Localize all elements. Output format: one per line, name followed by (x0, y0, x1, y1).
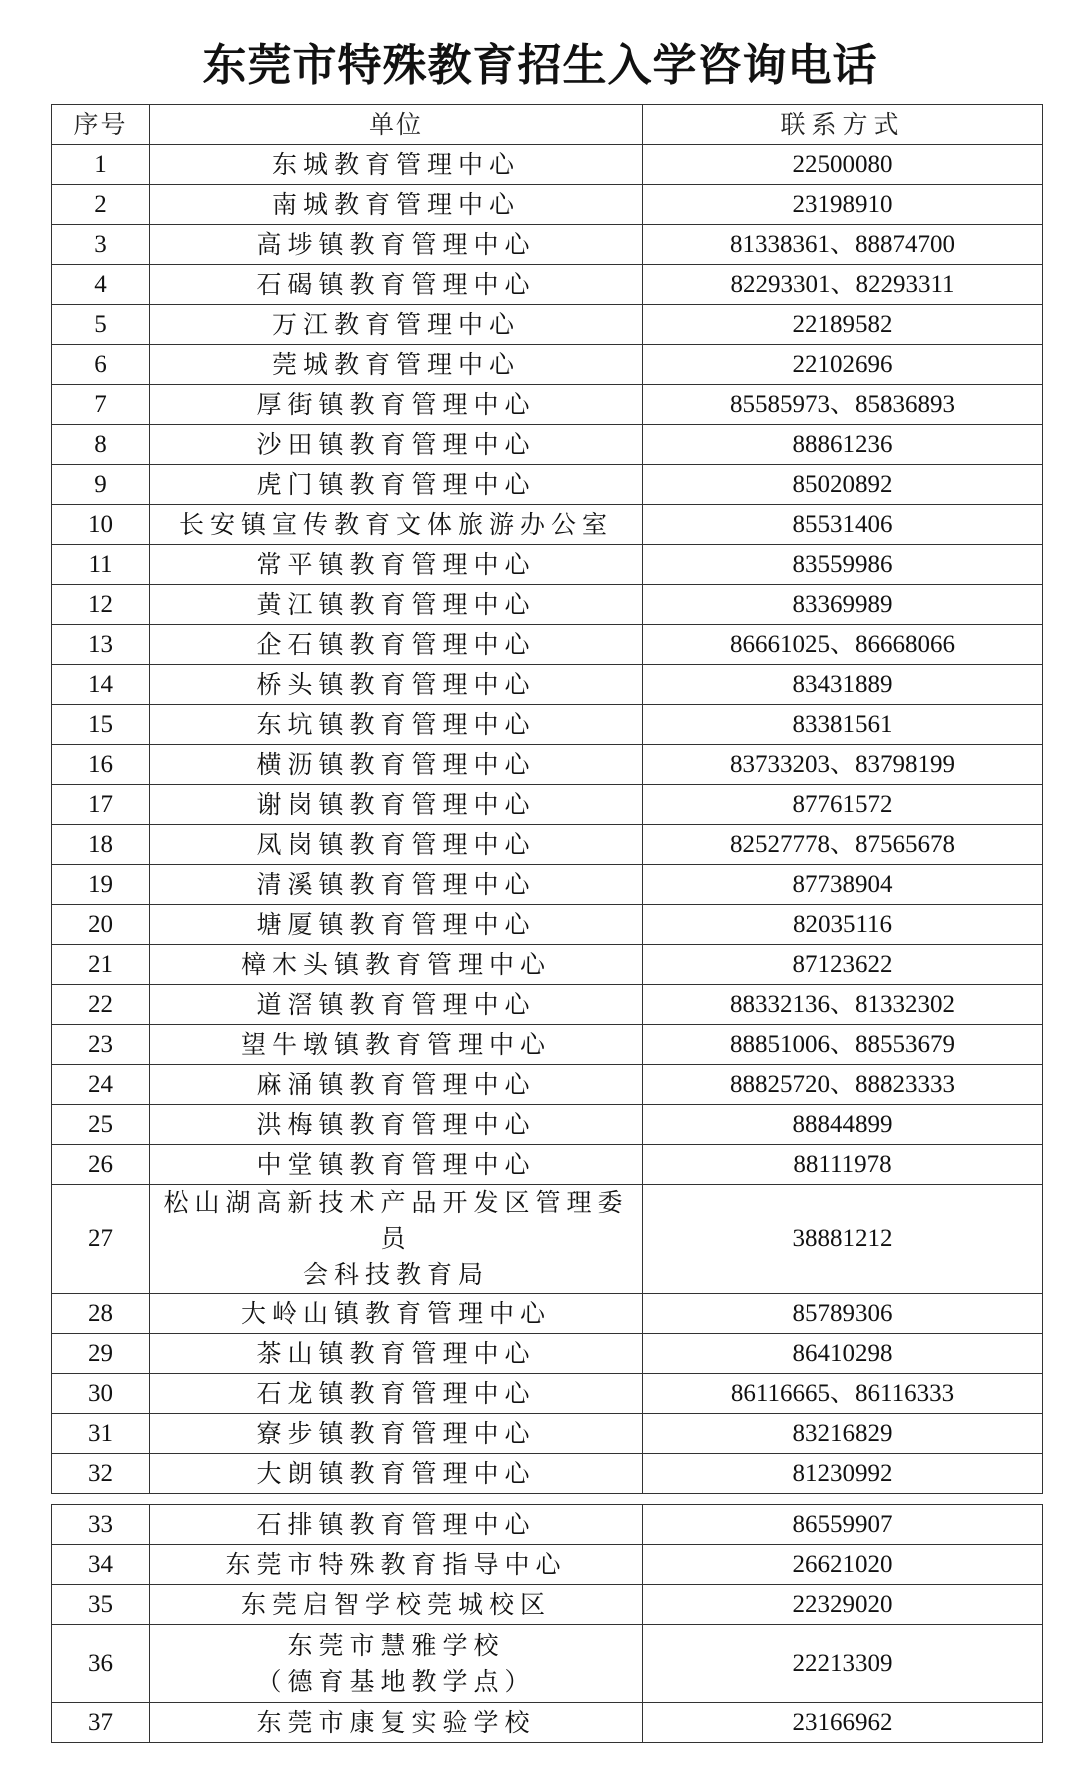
row-phone: 86410298 (643, 1334, 1043, 1374)
row-unit: 横沥镇教育管理中心 (150, 745, 643, 785)
row-phone: 83559986 (643, 545, 1043, 585)
row-index: 37 (52, 1703, 150, 1743)
row-phone: 22329020 (643, 1585, 1043, 1625)
row-phone: 85789306 (643, 1294, 1043, 1334)
row-phone: 88861236 (643, 425, 1043, 465)
row-index: 31 (52, 1414, 150, 1454)
row-unit: 茶山镇教育管理中心 (150, 1334, 643, 1374)
table-row (52, 1374, 1043, 1414)
row-phone: 87123622 (643, 945, 1043, 985)
table-row (52, 985, 1043, 1025)
table-row (52, 745, 1043, 785)
table-row (52, 505, 1043, 545)
row-unit: 桥头镇教育管理中心 (150, 665, 643, 705)
row-unit: 寮步镇教育管理中心 (150, 1414, 643, 1454)
row-index: 2 (52, 185, 150, 225)
row-phone: 88851006、88553679 (643, 1025, 1043, 1065)
table-row (52, 345, 1043, 385)
row-phone: 85020892 (643, 465, 1043, 505)
row-index: 27 (52, 1185, 150, 1294)
row-index: 10 (52, 505, 150, 545)
row-index: 20 (52, 905, 150, 945)
row-unit: 石碣镇教育管理中心 (150, 265, 643, 305)
row-phone: 88825720、88823333 (643, 1065, 1043, 1105)
row-unit-line: 会科技教育局 (302, 1260, 489, 1289)
row-unit: 大朗镇教育管理中心 (150, 1454, 643, 1494)
row-unit: 谢岗镇教育管理中心 (150, 785, 643, 825)
row-unit: 企石镇教育管理中心 (150, 625, 643, 665)
row-phone: 82293301、82293311 (643, 265, 1043, 305)
row-phone: 88844899 (643, 1105, 1043, 1145)
row-index: 34 (52, 1545, 150, 1585)
table-row (52, 1145, 1043, 1185)
header-index: 序号 (52, 105, 150, 145)
table-row (52, 225, 1043, 265)
row-unit: 长安镇宣传教育文体旅游办公室 (150, 505, 643, 545)
row-unit-line: 松山湖高新技术产品开发区管理委员 (163, 1188, 629, 1253)
row-index: 11 (52, 545, 150, 585)
row-unit: 东莞启智学校莞城校区 (150, 1585, 643, 1625)
table-row (52, 1625, 1043, 1703)
row-unit: 黄江镇教育管理中心 (150, 585, 643, 625)
row-index: 14 (52, 665, 150, 705)
row-phone: 85531406 (643, 505, 1043, 545)
row-phone: 22189582 (643, 305, 1043, 345)
row-unit: 石龙镇教育管理中心 (150, 1374, 643, 1414)
row-index: 5 (52, 305, 150, 345)
table-row (52, 1414, 1043, 1454)
row-index: 33 (52, 1505, 150, 1545)
table-row (52, 825, 1043, 865)
table-header-row (52, 105, 1043, 145)
row-phone: 86116665、86116333 (643, 1374, 1043, 1414)
table-row (52, 1454, 1043, 1494)
row-phone: 82035116 (643, 905, 1043, 945)
row-unit: 虎门镇教育管理中心 (150, 465, 643, 505)
table-row (52, 1545, 1043, 1585)
row-index: 13 (52, 625, 150, 665)
row-unit: 石排镇教育管理中心 (150, 1505, 643, 1545)
row-unit: 道滘镇教育管理中心 (150, 985, 643, 1025)
table-row (52, 705, 1043, 745)
table-row (52, 385, 1043, 425)
header-unit: 单位 (150, 105, 643, 145)
row-unit: 东城教育管理中心 (150, 145, 643, 185)
row-phone: 88332136、81332302 (643, 985, 1043, 1025)
row-index: 4 (52, 265, 150, 305)
row-index: 23 (52, 1025, 150, 1065)
row-index: 28 (52, 1294, 150, 1334)
row-phone: 22102696 (643, 345, 1043, 385)
table-row (52, 905, 1043, 945)
row-unit: 洪梅镇教育管理中心 (150, 1105, 643, 1145)
table-row (52, 1334, 1043, 1374)
row-phone: 83431889 (643, 665, 1043, 705)
row-unit: 望牛墩镇教育管理中心 (150, 1025, 643, 1065)
row-phone: 81338361、88874700 (643, 225, 1043, 265)
row-index: 6 (52, 345, 150, 385)
table-row (52, 785, 1043, 825)
row-index: 8 (52, 425, 150, 465)
row-index: 35 (52, 1585, 150, 1625)
row-index: 32 (52, 1454, 150, 1494)
row-phone: 88111978 (643, 1145, 1043, 1185)
row-unit: 常平镇教育管理中心 (150, 545, 643, 585)
row-index: 12 (52, 585, 150, 625)
table-row (52, 1065, 1043, 1105)
row-unit: 厚街镇教育管理中心 (150, 385, 643, 425)
row-index: 24 (52, 1065, 150, 1105)
row-unit-line: 东莞市慧雅学校 (287, 1630, 505, 1660)
table-row (52, 1505, 1043, 1545)
row-phone: 26621020 (643, 1545, 1043, 1585)
table-row (52, 865, 1043, 905)
row-phone: 83733203、83798199 (643, 745, 1043, 785)
row-unit-line: （德育基地教学点） (256, 1666, 536, 1696)
row-unit: 高埗镇教育管理中心 (150, 225, 643, 265)
table-row (52, 665, 1043, 705)
page-title: 东莞市特殊教育招生入学咨询电话 (202, 40, 878, 91)
row-phone: 22500080 (643, 145, 1043, 185)
row-index: 1 (52, 145, 150, 185)
table-row (52, 1105, 1043, 1145)
row-unit: 麻涌镇教育管理中心 (150, 1065, 643, 1105)
row-index: 22 (52, 985, 150, 1025)
table-row (52, 1294, 1043, 1334)
row-index: 7 (52, 385, 150, 425)
row-phone: 86559907 (643, 1505, 1043, 1545)
table-row (52, 1585, 1043, 1625)
row-unit: 东莞市康复实验学校 (150, 1703, 643, 1743)
table-row (52, 265, 1043, 305)
row-unit: 东莞市特殊教育指导中心 (150, 1545, 643, 1585)
row-unit: 万江教育管理中心 (150, 305, 643, 345)
row-unit: 塘厦镇教育管理中心 (150, 905, 643, 945)
row-index: 25 (52, 1105, 150, 1145)
row-index: 16 (52, 745, 150, 785)
row-index: 29 (52, 1334, 150, 1374)
row-unit (150, 1625, 643, 1703)
row-phone: 23198910 (643, 185, 1043, 225)
row-index: 19 (52, 865, 150, 905)
table-row (52, 1703, 1043, 1743)
row-phone: 83369989 (643, 585, 1043, 625)
table-row (52, 1185, 1043, 1294)
row-index: 18 (52, 825, 150, 865)
row-index: 15 (52, 705, 150, 745)
row-unit: 东坑镇教育管理中心 (150, 705, 643, 745)
row-unit: 沙田镇教育管理中心 (150, 425, 643, 465)
table-row (52, 185, 1043, 225)
row-phone: 85585973、85836893 (643, 385, 1043, 425)
row-index: 9 (52, 465, 150, 505)
row-phone: 81230992 (643, 1454, 1043, 1494)
contact-table-continued (51, 1504, 1043, 1743)
table-row (52, 545, 1043, 585)
row-phone: 23166962 (643, 1703, 1043, 1743)
row-index: 30 (52, 1374, 150, 1414)
row-phone: 38881212 (643, 1185, 1043, 1294)
contact-table (51, 104, 1043, 1494)
table-row (52, 465, 1043, 505)
table-row (52, 1025, 1043, 1065)
row-phone: 83381561 (643, 705, 1043, 745)
header-contact: 联系方式 (643, 105, 1043, 145)
row-phone: 83216829 (643, 1414, 1043, 1454)
row-phone: 86661025、86668066 (643, 625, 1043, 665)
row-unit: 南城教育管理中心 (150, 185, 643, 225)
row-phone: 87738904 (643, 865, 1043, 905)
table-row (52, 145, 1043, 185)
table-row (52, 425, 1043, 465)
table-row (52, 945, 1043, 985)
row-index: 3 (52, 225, 150, 265)
row-phone: 87761572 (643, 785, 1043, 825)
row-index: 21 (52, 945, 150, 985)
table-row (52, 625, 1043, 665)
row-unit (150, 1185, 643, 1294)
row-phone: 22213309 (643, 1625, 1043, 1703)
row-phone: 82527778、87565678 (643, 825, 1043, 865)
row-unit: 莞城教育管理中心 (150, 345, 643, 385)
row-unit: 樟木头镇教育管理中心 (150, 945, 643, 985)
row-unit: 大岭山镇教育管理中心 (150, 1294, 643, 1334)
row-unit: 凤岗镇教育管理中心 (150, 825, 643, 865)
row-unit: 清溪镇教育管理中心 (150, 865, 643, 905)
row-index: 26 (52, 1145, 150, 1185)
row-unit: 中堂镇教育管理中心 (150, 1145, 643, 1185)
row-index: 17 (52, 785, 150, 825)
table-row (52, 585, 1043, 625)
table-row (52, 305, 1043, 345)
row-index: 36 (52, 1625, 150, 1703)
